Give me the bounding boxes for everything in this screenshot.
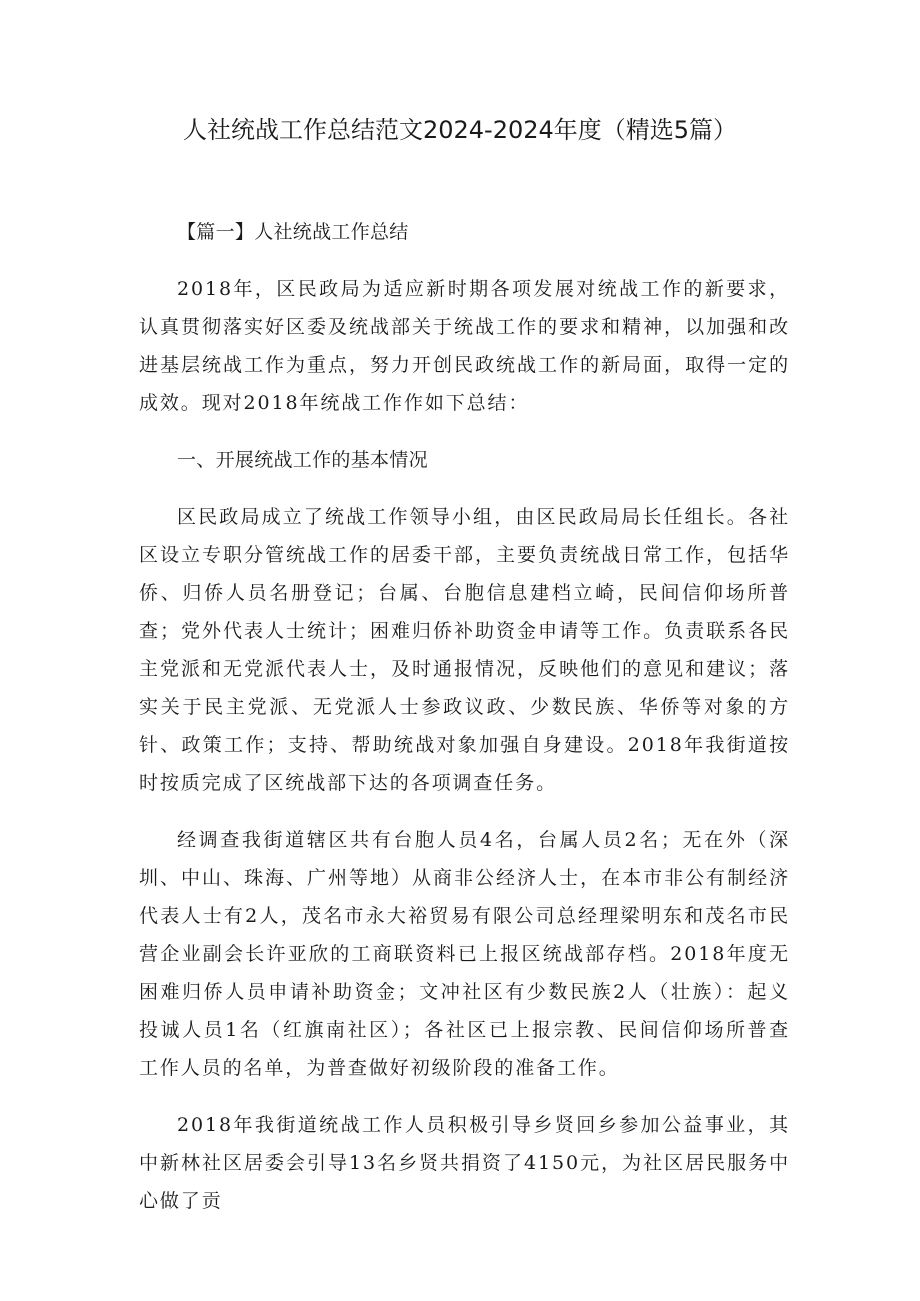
paragraph-public-welfare: 2018年我街道统战工作人员积极引导乡贤回乡参加公益事业，其中新林社区居委会引导13名乡贤共捐资了4150元，为社区居民服务中心做了贡 <box>139 1114 790 1212</box>
document-title: 人社统战工作总结范文2024-2024年度（精选5篇） <box>182 116 738 144</box>
paragraph-organization: 区民政局成立了统战工作领导小组，由区民政局局长任组长。各社区设立专职分管统战工作的居委干部，主要负责统战日常工作，包括华侨、归侨人员名册登记；台属、台胞信息建档立崎，民间信仰场所普查；党外代表人士统计；困难归侨补助资金申请等工作。负责联系各民主党派和无党派代表人士，及时通报情况，反映他们的意见和建议；落实关于民主党派、无党派人士参政议政、少数民族、华侨等对象的方针、政策工作；支持、帮助统战对象加强自身建设。2018年我街道按时按质完成了区统战部下达的各项调查任务。 <box>139 506 790 794</box>
document-body <box>139 213 790 1239</box>
section-heading: 【篇一】人社统战工作总结 <box>177 221 409 243</box>
sub-heading-basic-situation: 一、开展统战工作的基本情况 <box>177 449 428 471</box>
paragraph-intro: 2018年，区民政局为适应新时期各项发展对统战工作的新要求，认真贯彻落实好区委及统战部关于统战工作的要求和精神，以加强和改进基层统战工作为重点，努力开创民政统战工作的新局面，取得一定的成效。现对2018年统战工作作如下总结： <box>139 278 790 414</box>
paragraph-survey: 经调查我街道辖区共有台胞人员4名，台属人员2名；无在外（深圳、中山、珠海、广州等地）从商非公经济人士，在本市非公有制经济代表人士有2人，茂名市永大裕贸易有限公司总经理梁明东和茂名市民营企业副会长许亚欣的工商联资料已上报区统战部存档。2018年度无困难归侨人员申请补助资金；文冲社区有少数民族2人（壮族）：起义投诚人员1名（红旗南社区）；各社区已上报宗教、民间信仰场所普查工作人员的名单，为普查做好初级阶段的准备工作。 <box>139 829 790 1079</box>
